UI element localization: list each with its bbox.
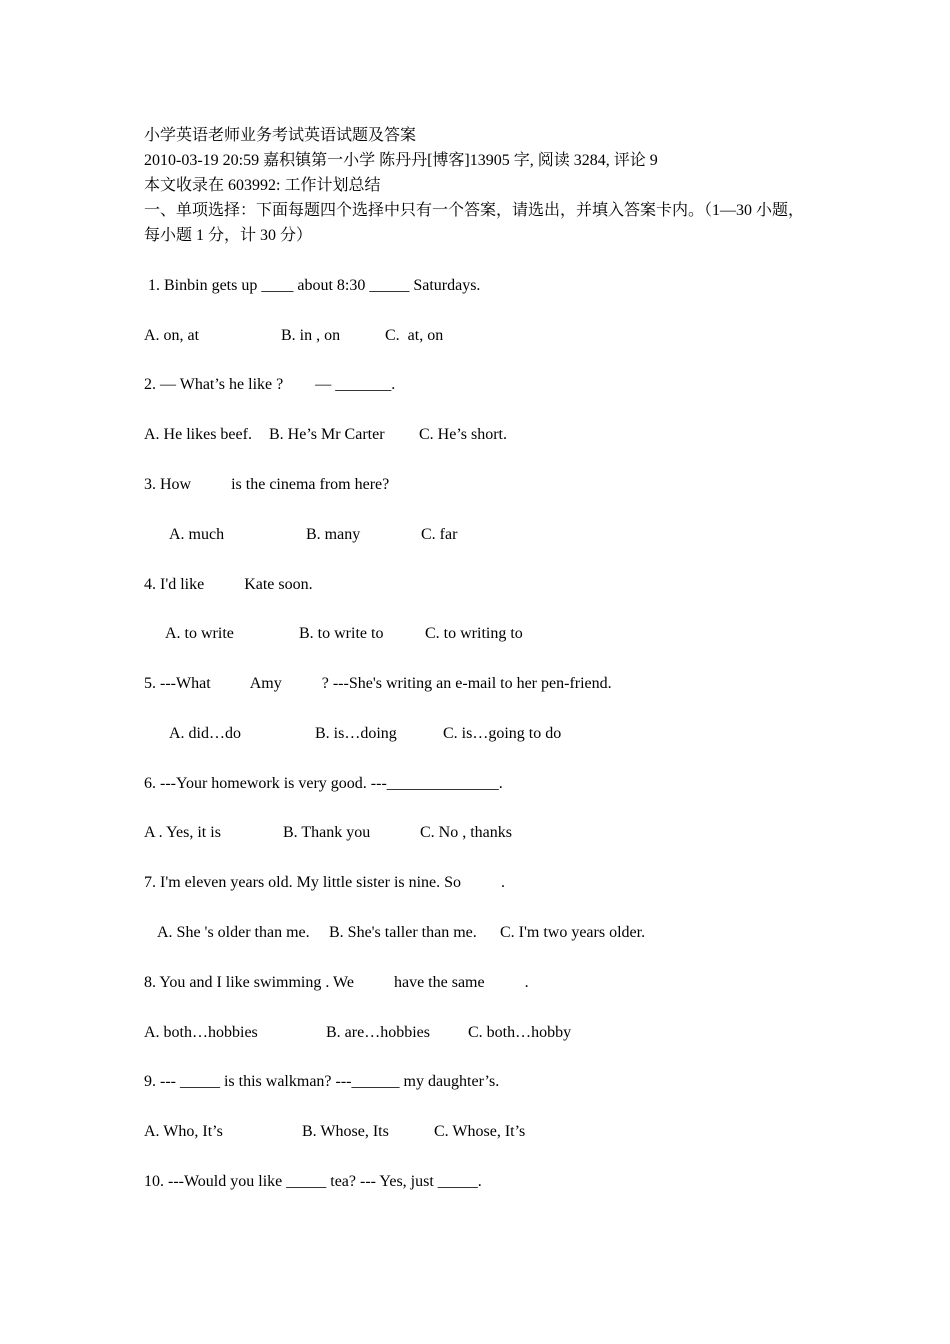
q9-option-c: C. Whose, It’s	[434, 1123, 526, 1140]
question-10: 10. ---Would you like _____ tea? --- Yes, just _____.	[144, 1173, 482, 1190]
question-3: 3. How is the cinema from here?	[144, 476, 390, 493]
q6-option-c: C. No , thanks	[420, 824, 512, 841]
q4-option-b: B. to write to	[299, 625, 384, 642]
q9-option-a: A. Who, It’s	[144, 1123, 223, 1140]
q1-option-c: C. at, on	[385, 327, 444, 344]
q7-option-b: B. She's taller than me.	[329, 924, 477, 941]
q8-option-a: A. both…hobbies	[144, 1024, 258, 1041]
question-2: 2. — What’s he like ? — _______.	[144, 376, 396, 393]
question-7: 7. I'm eleven years old. My little sister is nine. So .	[144, 874, 506, 891]
q5-option-a: A. did…do	[169, 725, 241, 742]
q6-option-b: B. Thank you	[283, 824, 371, 841]
q5-option-c: C. is…going to do	[443, 725, 562, 742]
q4-option-c: C. to writing to	[425, 625, 523, 642]
q7-option-c: C. I'm two years older.	[500, 924, 646, 941]
q3-option-b: B. many	[306, 526, 361, 543]
q8-option-b: B. are…hobbies	[326, 1024, 430, 1041]
q3-option-a: A. much	[169, 526, 225, 543]
q4-option-a: A. to write	[165, 625, 234, 642]
q2-option-a: A. He likes beef.	[144, 426, 252, 443]
q2-option-b: B. He’s Mr Carter	[269, 426, 385, 443]
question-9: 9. --- _____ is this walkman? ---______ my daughter’s.	[144, 1073, 500, 1090]
question-5: 5. ---What Amy ? ---She's writing an e-mail to her pen-friend.	[144, 675, 612, 692]
question-4: 4. I'd like Kate soon.	[144, 576, 313, 593]
collection-note: 本文收录在 603992: 工作计划总结	[144, 177, 381, 194]
question-8: 8. You and I like swimming . We have the same .	[144, 974, 529, 991]
q8-option-c: C. both…hobby	[468, 1024, 572, 1041]
question-1: 1. Binbin gets up ____ about 8:30 _____ Saturdays.	[144, 277, 481, 294]
q2-option-c: C. He’s short.	[419, 426, 507, 443]
q7-option-a: A. She 's older than me.	[157, 924, 310, 941]
question-6: 6. ---Your homework is very good. ---______________.	[144, 775, 503, 792]
q1-option-b: B. in , on	[281, 327, 341, 344]
post-meta: 2010-03-19 20:59 嘉积镇第一小学 陈丹丹[博客]13905 字, 阅读 3284, 评论 9	[144, 152, 658, 169]
document-title: 小学英语老师业务考试英语试题及答案	[144, 127, 417, 144]
q9-option-b: B. Whose, Its	[302, 1123, 389, 1140]
q6-option-a: A . Yes, it is	[144, 824, 221, 841]
q1-option-a: A. on, at	[144, 327, 200, 344]
q5-option-b: B. is…doing	[315, 725, 397, 742]
q3-option-c: C. far	[421, 526, 458, 543]
section-instructions: 一、单项选择：下面每题四个选择中只有一个答案，请选出，并填入答案卡内。（1—30 小题，每小题 1 分，计 30 分）	[144, 202, 805, 244]
